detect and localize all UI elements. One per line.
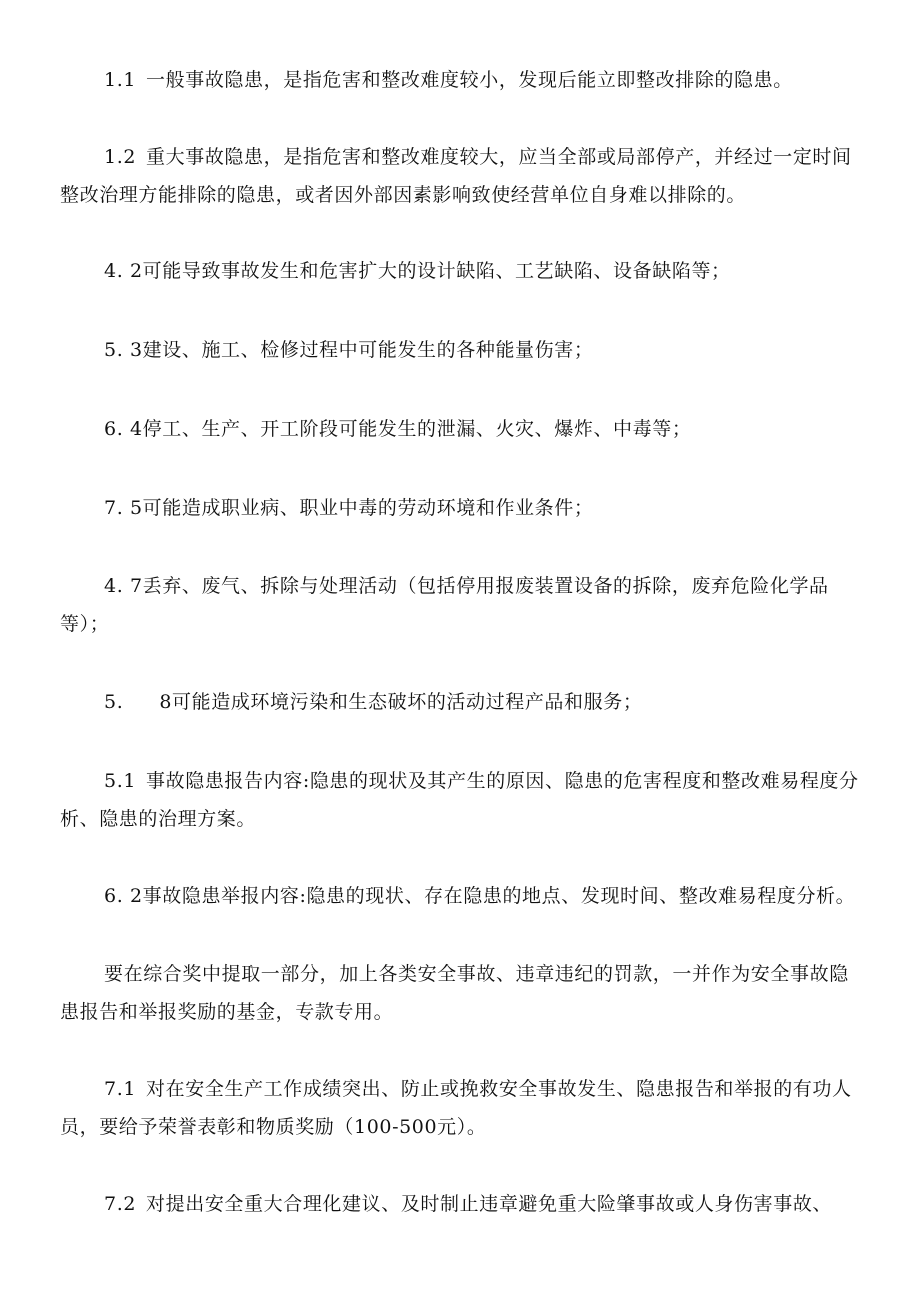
paragraph-4-7 [60,567,868,643]
paragraph-text: 8可能造成环境污染和生态破坏的活动过程产品和服务； [159,691,643,713]
paragraph-number: 7.1 [104,1078,137,1100]
paragraph-number: 4. 2 [104,260,143,282]
paragraph-5-1 [60,762,868,838]
paragraph-1-1 [60,61,868,99]
paragraph-text: 事故隐患举报内容:隐患的现状、存在隐患的地点、发现时间、整改难易程度分析。 [142,885,856,907]
paragraph-number: 7.2 [104,1193,137,1215]
paragraph-5-3 [60,331,868,369]
paragraph-number: 5.1 [104,770,137,792]
paragraph-number: 6. 4 [104,418,143,440]
paragraph-text: 对提出安全重大合理化建议、及时制止违章避免重大险肇事故或人身伤害事故、 [146,1193,833,1215]
paragraph-text: 事故隐患报告内容:隐患的现状及其产生的原因、隐患的危害程度和整改难易程度分析、隐患的治理方案。 [60,770,859,830]
paragraph-text: 可能造成职业病、职业中毒的劳动环境和作业条件； [142,497,594,519]
paragraph-fund [60,955,868,1031]
paragraph-number: 7. 5 [104,497,143,519]
paragraph-number: 6. 2 [104,885,143,907]
paragraph-4-2 [60,252,868,290]
paragraph-text: 可能导致事故发生和危害扩大的设计缺陷、工艺缺陷、设备缺陷等； [142,260,731,282]
paragraph-number: 1.1 [104,69,137,91]
paragraph-text: 一般事故隐患，是指危害和整改难度较小，发现后能立即整改排除的隐患。 [146,69,793,91]
paragraph-6-2 [60,877,868,915]
paragraph-text: 对在安全生产工作成绩突出、防止或挽救安全事故发生、隐患报告和举报的有功人员，要给予荣誉表彰和物质奖励（100-500元）。 [60,1078,852,1138]
paragraph-number: 1.2 [104,146,137,168]
paragraph-7-2 [60,1185,868,1223]
paragraph-number: 5. [104,691,124,713]
paragraph-5-8 [60,683,868,721]
paragraph-number: 4. 7 [104,575,143,597]
paragraph-text: 建设、施工、检修过程中可能发生的各种能量伤害； [142,339,594,361]
paragraph-text: 要在综合奖中提取一部分，加上各类安全事故、违章违纪的罚款，一并作为安全事故隐患报告和举报奖励的基金，专款专用。 [60,963,849,1023]
paragraph-text: 丢弃、废气、拆除与处理活动（包括停用报废装置设备的拆除，废弃危险化学品等）； [60,575,829,635]
paragraph-1-2 [60,138,868,214]
paragraph-text: 重大事故隐患，是指危害和整改难度较大，应当全部或局部停产，并经过一定时间整改治理方能排除的隐患，或者因外部因素影响致使经营单位自身难以排除的。 [60,146,852,206]
paragraph-number: 5. 3 [104,339,143,361]
paragraph-text: 停工、生产、开工阶段可能发生的泄漏、火灾、爆炸、中毒等； [142,418,692,440]
paragraph-7-5 [60,489,868,527]
paragraph-7-1 [60,1070,868,1146]
paragraph-6-4 [60,410,868,448]
